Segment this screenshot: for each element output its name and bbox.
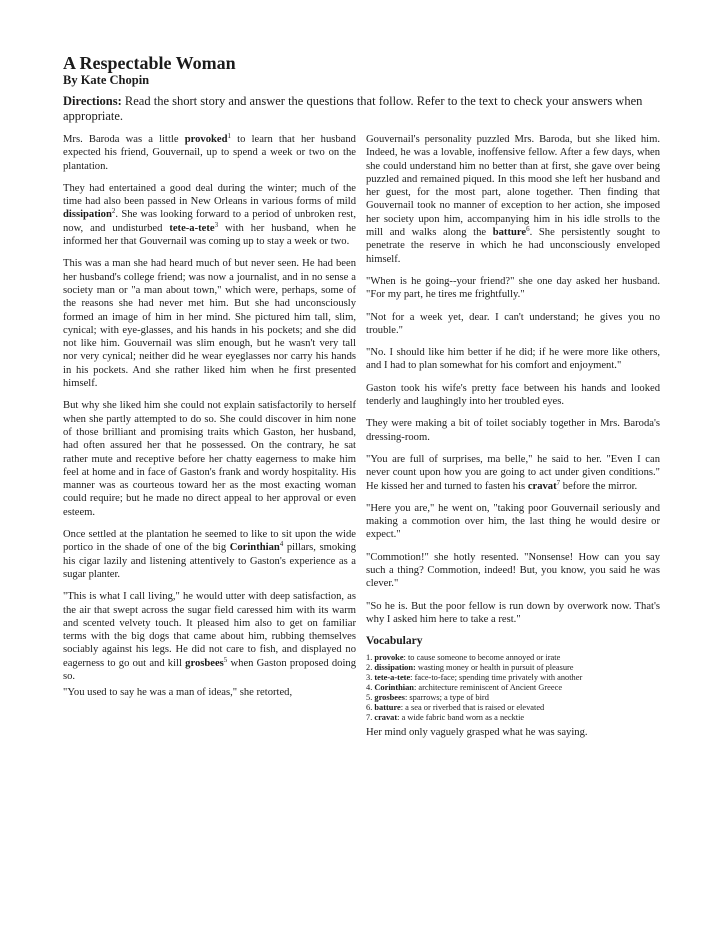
- paragraph-text: with her husband, when he informed her that Gouvernail was coming up to stay a week or two.: [63, 222, 356, 248]
- vocabulary-definition: : a sea or riverbed that is raised or elevated: [400, 702, 545, 712]
- paragraph-text: . She persistently sought to penetrate the reserve in which he had unconsciously enveloped himself.: [366, 227, 660, 265]
- left_column-paragraph: [63, 590, 356, 683]
- footnote-marker: 4: [279, 540, 284, 549]
- paragraph-text: Gouvernail's personality puzzled Mrs. Baroda, but she liked him. Indeed, he was a lovable, inoffensive fellow. After a few days, when she could understand him no better than at first, she gave over being puzzled and remained piqued. In this mood she left her husband and her guest, for the most part, alone together. Then finding that Gouvernail took no manner of exception to her action, she imposed her society upon him, accompanying him in his idle strolls to the mill and walks along the: [366, 134, 660, 239]
- directions: [63, 94, 663, 124]
- paragraph-text: "Here you are," he went on, "taking poor Gouvernail seriously and making a commotion over him, the last thing he would desire or expect.": [366, 502, 660, 541]
- vocabulary-definition: : sparrows; a type of bird: [404, 692, 489, 702]
- right_column-paragraph: [366, 417, 660, 444]
- left_column-paragraph: [63, 528, 356, 581]
- paragraph-text: But why she liked him she could not explain satisfactorily to herself when she partly attempted to do so. She could discover in him none of those brilliant and promising traits which Gaston, her husband, had often assured her that he possessed. On the contrary, he sat rather mute and receptive before her chatty eagerness to make him feel at home and in face of Gaston's frank and wordy hospitality. His manner was as courteous toward her as the most exacting woman could require; but he made no direct appeal to her approval or even esteem.: [63, 400, 356, 518]
- directions-text: Read the short story and answer the questions that follow. Refer to the text to check your answers when appropriate.: [63, 94, 643, 123]
- vocab-term: cravat: [527, 480, 557, 492]
- vocabulary-definition: : architecture reminiscent of Ancient Greece: [413, 682, 563, 692]
- paragraph-text: "Not for a week yet, dear. I can't understand; he gives you no trouble.": [366, 311, 660, 336]
- vocabulary-definition: : a wide fabric band worn as a necktie: [397, 712, 525, 722]
- right_column-paragraph: [366, 346, 660, 373]
- paragraph-text: Gaston took his wife's pretty face between his hands and looked tenderly and laughingly into her troubled eyes.: [366, 382, 660, 408]
- paragraph-text: "This is what I call living," he would utter with deep satisfaction, as the air that swept across the sugar field caressed him with its warm and scented velvety touch. It pleased him also to get on familiar terms with the big dogs that came about him, rubbing themselves sociably against his legs. He did not care to fish, and displayed no eagerness to go out and kill: [63, 591, 356, 669]
- paragraph-text: This was a man she had heard much of but never seen. He had been her husband's college friend; was now a journalist, and in no sense a society man or "a man about town," which were, perhaps, some of the reasons she had never met him. But she had unconsciously formed an image of him in her mind. She pictured him tall, slim, cynical; with eye-glasses, and his hands in his pockets; and she did not like him. Gouvernail was slim enough, but he wasn't very tall nor very cynical; neither did he wear eyeglasses nor carry his hands in his pockets. And she rather liked him when he first presented himself.: [63, 258, 356, 390]
- paragraph-text: They were making a bit of toilet sociably together in Mrs. Baroda's dressing-room.: [366, 418, 660, 443]
- directions-label: Directions:: [63, 94, 122, 108]
- right_column-paragraph: [366, 275, 660, 302]
- vocabulary-term: batture: [374, 702, 401, 712]
- vocabulary-item: [366, 683, 660, 693]
- vocab-term: grosbees: [185, 657, 224, 669]
- story-column-right: [366, 133, 660, 748]
- vocabulary-item: [366, 663, 660, 673]
- right_column-paragraph: [366, 600, 660, 627]
- vocabulary-number: 3.: [366, 672, 373, 682]
- vocabulary-number: 6.: [366, 702, 373, 712]
- footnote-marker: 1: [227, 132, 232, 140]
- story-byline: By Kate Chopin: [63, 73, 150, 87]
- vocabulary-number: 1.: [366, 652, 373, 662]
- vocabulary-item: [366, 653, 660, 663]
- vocabulary-term: tete-a-tete: [374, 672, 411, 682]
- left_column-paragraph: [63, 133, 356, 173]
- vocabulary-item: [366, 703, 660, 713]
- vocabulary-definition: : face-to-face; spending time privately with another: [410, 672, 583, 682]
- vocabulary-item: [366, 693, 660, 703]
- paragraph-text: "When is he going--your friend?" she one day asked her husband. "For my part, he tires me frightfully.": [366, 275, 660, 301]
- footnote-marker: 6: [526, 225, 530, 234]
- story-title: A Respectable Woman: [63, 53, 236, 73]
- vocabulary-term: provoke: [374, 652, 404, 662]
- vocabulary-item: [366, 713, 660, 723]
- vocabulary-number: 2.: [366, 662, 373, 672]
- left_column-paragraph: [63, 686, 356, 699]
- vocabulary-term: cravat: [374, 712, 398, 722]
- vocabulary-number: 4.: [366, 682, 373, 692]
- footnote-marker: 2: [111, 207, 116, 216]
- vocab-term: Corinthian: [229, 542, 280, 554]
- paragraph-text: when Gaston proposed doing so.: [63, 657, 356, 682]
- vocabulary-item: [366, 673, 660, 683]
- vocabulary-number: 7.: [366, 712, 373, 722]
- left_column-paragraph: [63, 257, 356, 390]
- right_column-paragraph: [366, 502, 660, 542]
- paragraph-text: before the mirror.: [560, 480, 638, 492]
- vocabulary-number: 5.: [366, 692, 373, 702]
- vocabulary-list: [366, 653, 660, 723]
- paragraph-text: . She was looking forward to a period of unbroken rest, now, and undisturbed: [63, 209, 356, 234]
- vocabulary-term: Corinthian: [374, 682, 414, 692]
- vocab-term: dissipation: [63, 209, 112, 221]
- left_column-paragraph: [63, 182, 356, 248]
- vocabulary-definition: wasting money or health in pursuit of pleasure: [415, 662, 574, 672]
- paragraph-text: to learn that her husband expected his friend, Gouvernail, up to spend a week or two on the plantation.: [63, 134, 356, 172]
- vocabulary-term: dissipation:: [374, 662, 416, 672]
- footnote-marker: 3: [214, 220, 219, 229]
- left_column-paragraph: [63, 399, 356, 519]
- vocabulary-definition: : to cause someone to become annoyed or irate: [403, 652, 561, 662]
- vocab-term: provoked: [184, 134, 228, 145]
- right_column-paragraph: [366, 551, 660, 591]
- paragraph-text: "So he is. But the poor fellow is run down by overwork now. That's why I asked him here to take a rest.": [366, 600, 660, 625]
- paragraph-text: Mrs. Baroda was a little: [63, 134, 185, 145]
- paragraph-text: "No. I should like him better if he did; if he were more like others, and I had to plan somewhat for his comfort and enjoyment.": [366, 347, 660, 372]
- paragraph-text: "Commotion!" she hotly resented. "Nonsense! How can you say such a thing? Commotion, indeed! But, you know, you said he was clever.": [366, 551, 660, 590]
- paragraph-text: "You are full of surprises, ma belle," he said to her. "Even I can never count upon how you are going to act under given conditions." He kissed her and turned to fasten his: [366, 453, 660, 492]
- closing-line: Her mind only vaguely grasped what he was saying.: [366, 726, 588, 738]
- paragraph-text: "You used to say he was a man of ideas," she retorted,: [63, 687, 293, 699]
- paragraph-text: Once settled at the plantation he seemed to like to sit upon the wide portico in the shade of one of the big: [63, 529, 356, 554]
- right-column-paragraphs: [366, 133, 660, 626]
- paragraph-text: They had entertained a good deal during the winter; much of the time had also been passed in New Orleans in various forms of mild: [63, 182, 356, 208]
- paragraph-text: pillars, smoking his cigar lazily and listening attentively to Gaston's experience as a sugar planter.: [63, 542, 356, 580]
- right_column-paragraph: [366, 311, 660, 338]
- vocabulary-term: grosbees: [374, 692, 405, 702]
- right_column-paragraph: [366, 453, 660, 493]
- right_column-paragraph: [366, 382, 660, 409]
- footnote-marker: 5: [223, 655, 228, 664]
- right_column-paragraph: [366, 133, 660, 266]
- vocab-term: batture: [492, 227, 527, 239]
- story-column-left: [63, 133, 356, 709]
- footnote-marker: 7: [556, 478, 561, 487]
- vocab-term: tete-a-tete: [169, 222, 215, 234]
- vocabulary-heading: Vocabulary: [366, 635, 423, 648]
